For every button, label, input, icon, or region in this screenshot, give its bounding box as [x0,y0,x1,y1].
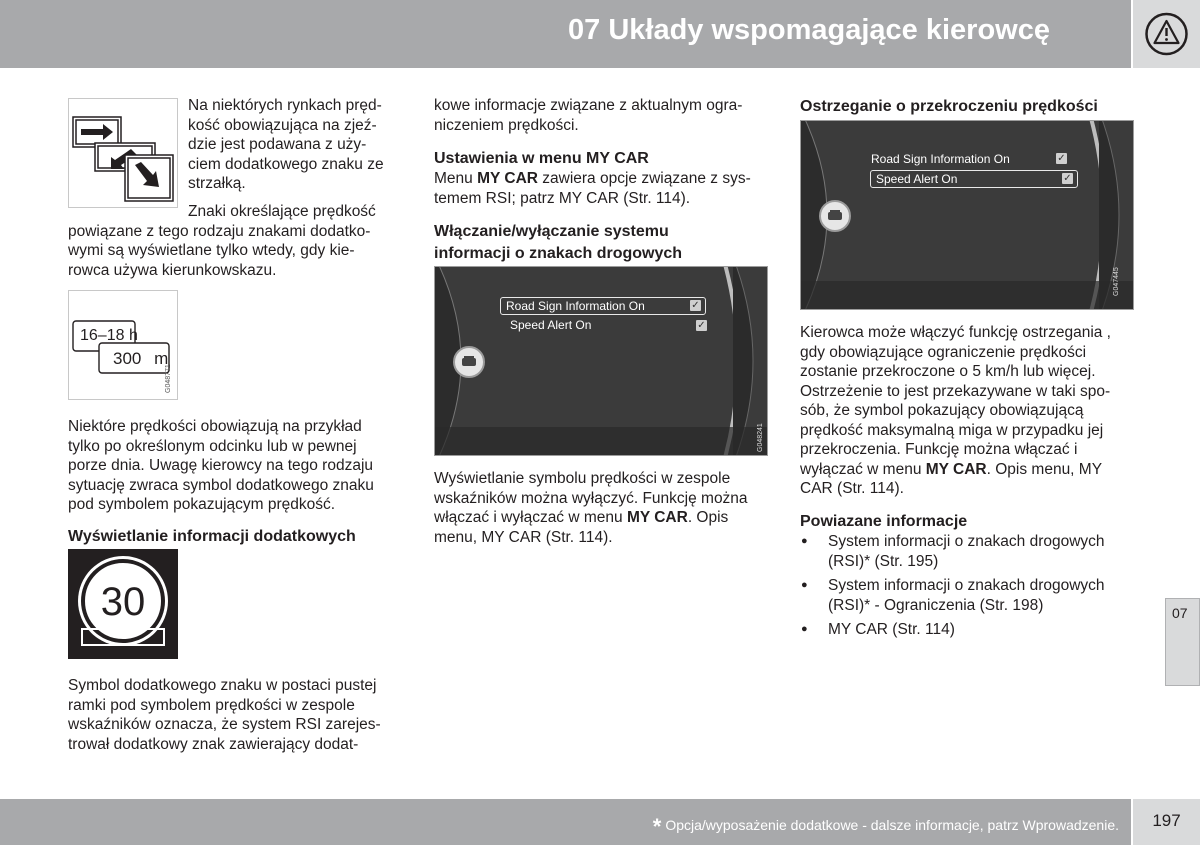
related-link-line: (RSI)* - Ograniczenia (Str. 198) [828,596,1044,614]
text-line: dzie jest podawana z uży- [188,136,367,153]
text-span: . Opis [687,509,729,526]
text-line: wskaźników oznacza, że system RSI zarejes- [68,716,381,733]
checkbox-checked-icon: ✓ [1063,173,1072,184]
text-line: kość obowiązująca na zjeź- [188,116,377,134]
car-icon [453,346,485,378]
text-span: wyłączać w menu [800,460,926,478]
text-line: wymi są wyświetlane tylko wtedy, gdy kie- [68,242,355,259]
text-line: strzałką. [188,175,246,192]
text-line [434,169,751,189]
section-heading-speed-warning: Ostrzeganie o przekroczeniu prędkości [800,98,1098,115]
related-link-rsi[interactable] [800,532,1140,571]
related-link-line: (RSI)* (Str. 195) [828,552,939,570]
text-line: Znaki określające prędkość [188,203,376,220]
chapter-tab-label: 07 [1172,605,1188,621]
my-car-bold: MY CAR [477,170,538,187]
related-links-list [800,532,1140,645]
heading-line: Włączanie/wyłączanie systemu [434,223,669,240]
section-heading-my-car-settings: Ustawienia w menu MY CAR [434,150,649,167]
text-line: Na niektórych rynkach pręd- [188,97,382,114]
menu-item-label: Speed Alert On [876,172,958,186]
arrow-signs-illustration [69,99,177,207]
related-link-line: ● System informacji o znakach drogowych [828,577,1105,594]
text-line: temem RSI; patrz MY CAR (Str. 114). [434,189,691,207]
text-line: niczeniem prędkości. [434,116,579,134]
text-line: sytuację zwraca symbol dodatkowego znaku [68,476,374,494]
text-line: zostanie przekroczone o 5 km/h lub więcej. [800,363,1096,380]
text-line: przekroczenia. Funkcję można włączać i [800,441,1078,458]
checkbox-checked-icon: ✓ [1057,153,1066,164]
text-line: Kierowca może włączyć funkcję ostrzegania , [800,324,1111,341]
my-car-bold: MY CAR [925,460,987,478]
figure-code: G048241 [757,423,764,452]
chapter-side-tab [1165,598,1200,686]
text-line [800,460,1102,480]
instrument-display-figure [800,120,1134,310]
related-info-heading: Powiazane informacje [800,513,968,530]
menu-item-label: Speed Alert On [510,318,592,332]
related-link-rsi-limitations[interactable] [800,576,1140,615]
text-line: sób, że symbol pokazujący obowiązującą [800,402,1084,419]
section-heading-additional-info: Wyświetlanie informacji dodatkowych [68,528,356,545]
text-line: menu, MY CAR (Str. 114). [434,528,613,546]
text-line: trował dodatkowy znak zawierający dodat- [68,735,359,753]
figure-code: G047445 [1113,267,1120,296]
text-line: Symbol dodatkowego znaku w postaci pustej [68,677,377,694]
page-footer [0,799,1131,845]
related-link-line: ● MY CAR (Str. 114) [828,621,955,638]
text-line: Wyświetlanie symbolu prędkości w zespole [434,470,731,487]
menu-item-speed-alert [505,317,705,335]
empty-additional-plate [81,628,165,646]
menu-item-road-sign-info [866,151,1072,169]
speed-sign-value: 30 [100,580,146,624]
text-line: pod symbolem pokazującym prędkość. [68,496,336,513]
text-line [434,508,728,528]
distance-plate-text: 300 m [113,349,169,368]
text-line: Ostrzeżenie to jest przekazywane w taki spo- [800,382,1111,400]
text-line: ciem dodatkowego znaku ze [188,155,384,173]
text-line: porze dnia. Uwagę kierowcy na tego rodzaju [68,457,374,474]
text-line: rowca używa kierunkowskazu. [68,261,277,279]
text-line: kowe informacje związane z aktualnym ogra- [434,97,743,114]
text-line: powiązane z tego rodzaju znakami dodatko- [68,222,371,240]
text-span: . Opis menu, MY [986,460,1103,478]
text-line: prędkość maksymalną miga w przypadku jej [800,421,1104,439]
footer-note-text: Opcja/wyposażenie dodatkowe - dalsze informacje, patrz Wprowadzenie. [665,817,1119,833]
footer-note [653,814,1119,840]
arrow-signs-figure [68,98,178,208]
text-line: CAR (Str. 114). [800,480,904,497]
text-line: ramki pod symbolem prędkości w zespole [68,696,355,714]
my-car-bold: MY CAR [626,509,688,526]
car-icon [819,200,851,232]
text-line: gdy obowiązujące ograniczenie prędkości [800,343,1087,361]
speed-sign-30-figure [68,549,178,659]
related-link-my-car[interactable] [800,620,1140,640]
text-line: tylko po określonym odcinku lub w pewnej [68,437,357,455]
chapter-header [0,0,1131,68]
time-plate-text: 16–18 h [80,327,138,344]
menu-item-speed-alert [870,170,1078,188]
heading-line: informacji o znakach drogowych [434,244,683,262]
time-distance-signs-figure [68,290,178,400]
time-distance-plates [69,291,177,399]
checkbox-checked-icon: ✓ [691,300,700,311]
warning-icon-box [1133,0,1200,68]
menu-item-label: Road Sign Information On [871,152,1010,166]
text-line: Niektóre prędkości obowiązują na przykład [68,418,362,435]
asterisk-icon: * [652,814,662,839]
text-span: Menu [434,170,478,187]
text-span: włączać i wyłączać w menu [434,509,627,526]
text-span: zawiera opcje związane z sys- [537,170,751,187]
chapter-title: 07 Układy wspomagające kierowcę [568,14,1050,46]
checkbox-checked-icon: ✓ [697,320,706,331]
text-line: wskaźników można wyłączyć. Funkcję można [434,489,748,507]
page-number: 197 [1152,811,1181,830]
instrument-display-figure [434,266,768,456]
related-link-line: ● System informacji o znakach drogowych [828,533,1105,550]
figure-code: G048771 [165,364,172,393]
page-number-box [1133,799,1200,845]
menu-item-road-sign-info [500,297,706,315]
warning-triangle-icon [1133,0,1200,68]
menu-item-label: Road Sign Information On [506,299,645,313]
